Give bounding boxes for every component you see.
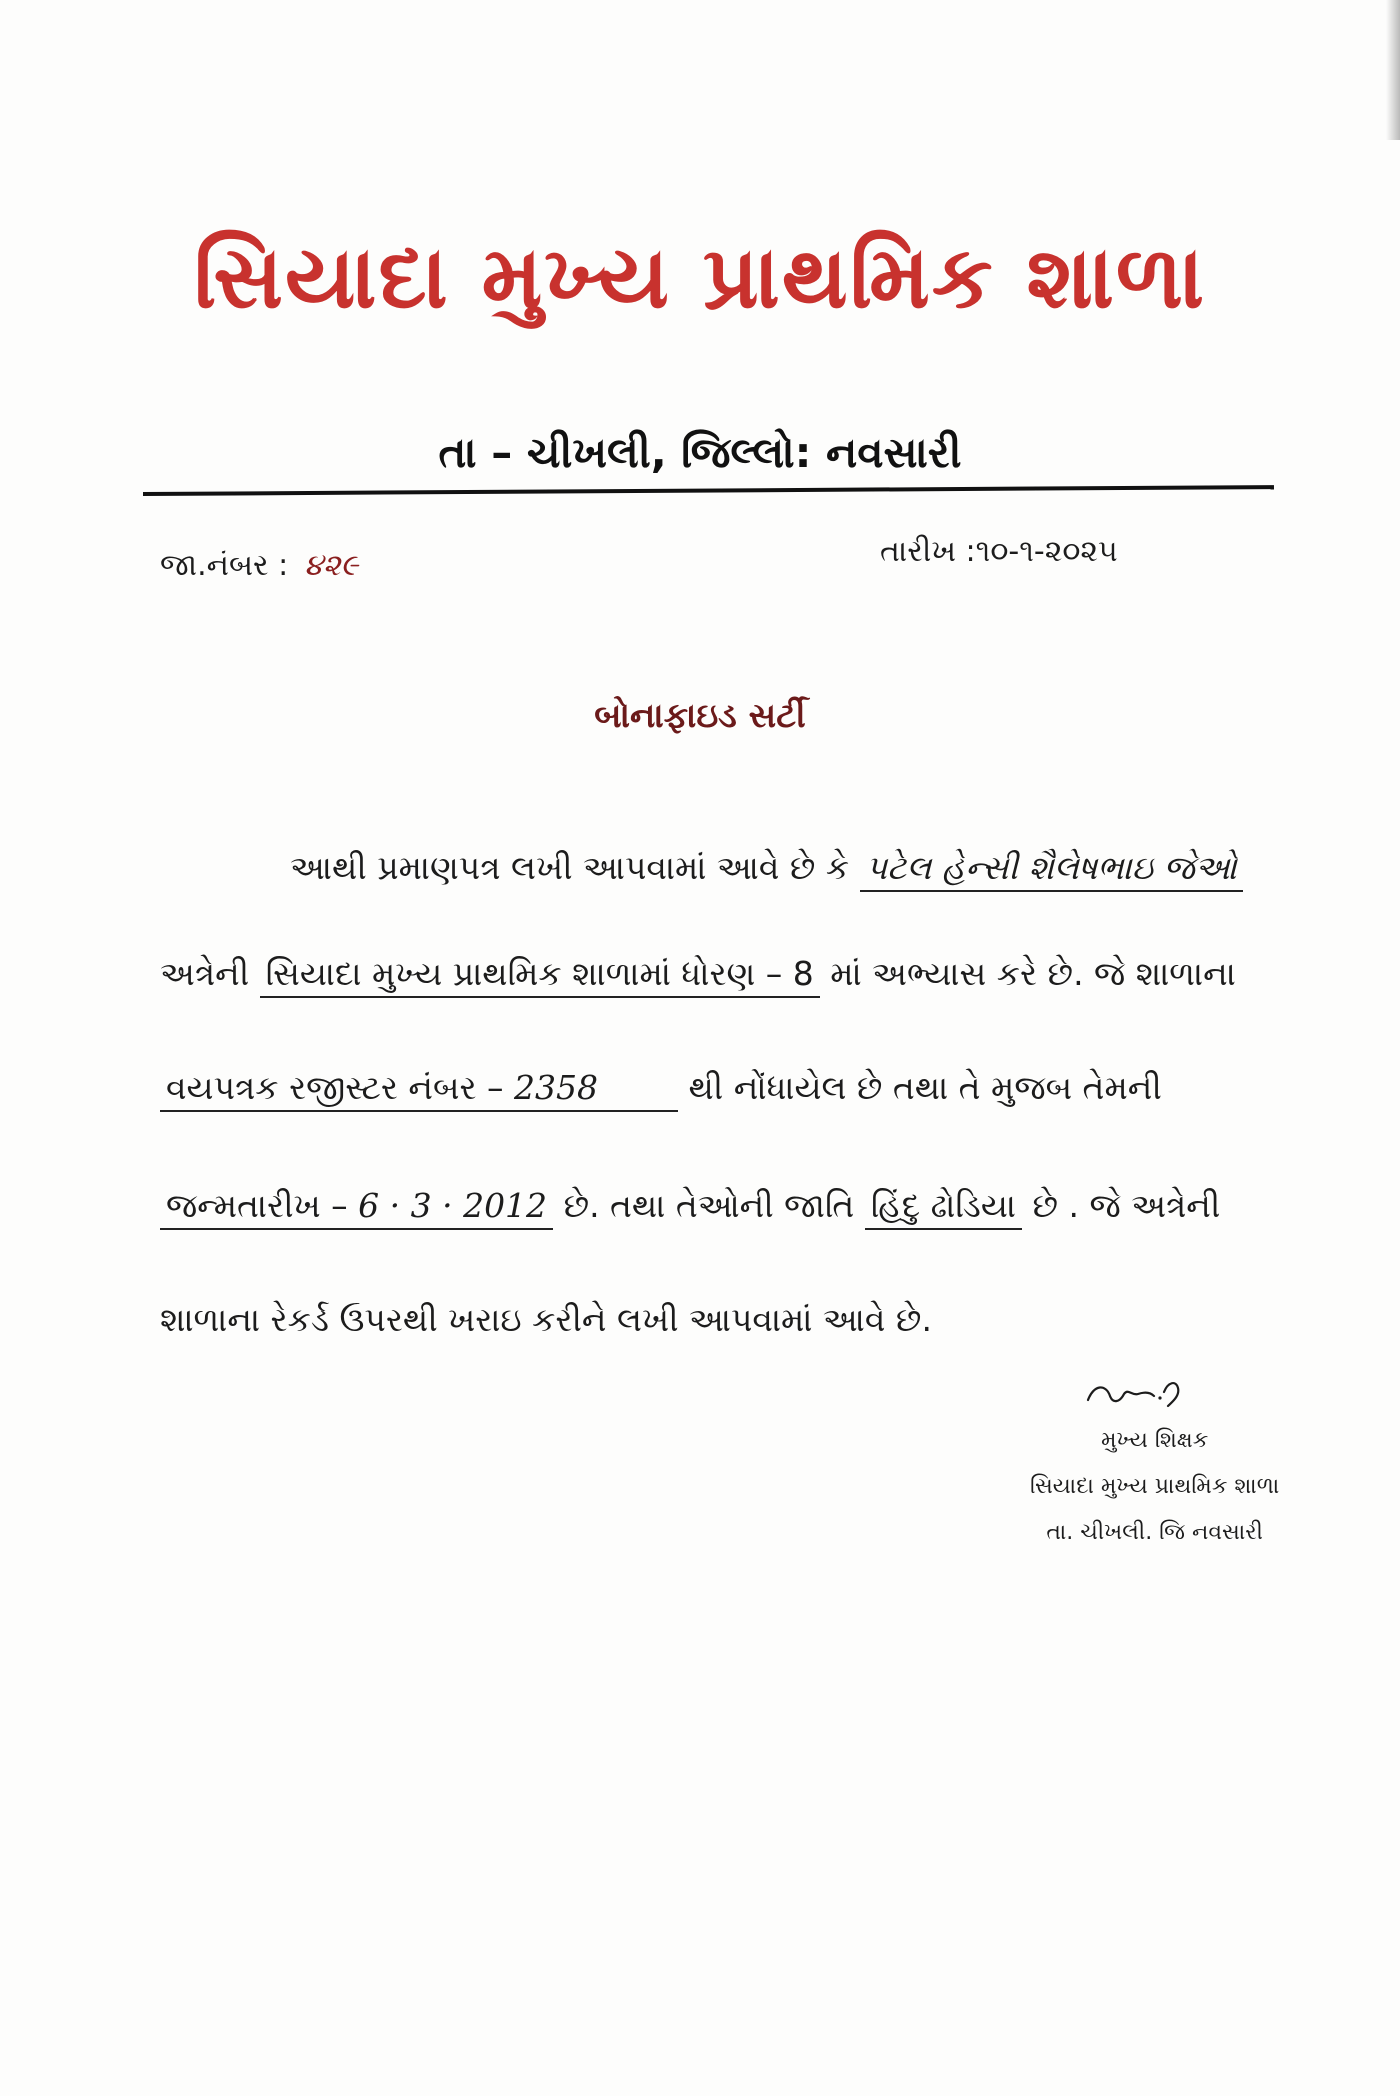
body-line-5 xyxy=(160,1300,932,1340)
principal-signature xyxy=(1080,1362,1200,1422)
birthdate-value: 6 · 3 · 2012 xyxy=(358,1186,548,1225)
school-address: તા – ચીખલી, જિલ્લો: નવસારી xyxy=(438,428,962,477)
line2-suffix: માં અભ્યાસ કરે છે. જે શાળાના xyxy=(830,954,1236,993)
school-and-class: સિયાદા મુખ્ય પ્રાથમિક શાળામાં ધોરણ – 8 xyxy=(260,954,820,998)
line2-prefix: અત્રેની xyxy=(160,954,250,993)
birthdate-field xyxy=(160,1186,553,1230)
birthdate-label: જન્મતારીખ – xyxy=(166,1186,348,1225)
stamp-line-1: મુખ્ય શિક્ષક xyxy=(1100,1428,1209,1453)
register-field xyxy=(160,1068,678,1112)
issue-date: તારીખ :૧૦-૧-૨૦૨૫ xyxy=(880,534,1118,569)
header-divider xyxy=(143,485,1274,496)
page-edge-shadow xyxy=(1386,0,1400,140)
line3-suffix: થી નોંધાયેલ છે તથા તે મુજબ તેમની xyxy=(688,1068,1162,1107)
reference-value: ૪૨૯ xyxy=(304,548,359,583)
line1-prefix: આથી પ્રમાણપત્ર લખી આપવામાં આવે છે કે xyxy=(290,848,850,887)
stamp-line-3: તા. ચીખલી. જિ નવસારી xyxy=(1046,1520,1263,1545)
caste-value: હિંદુ ઢોડિયા xyxy=(865,1186,1022,1230)
body-line-2 xyxy=(160,954,1236,998)
body-line-4 xyxy=(160,1186,1220,1230)
reference-number xyxy=(160,548,358,583)
stamp-line-2: સિયાદા મુખ્ય પ્રાથમિક શાળા xyxy=(1030,1474,1280,1499)
reference-label: જા.નંબર : xyxy=(160,548,289,583)
line4-suffix: છે . જે અત્રેની xyxy=(1032,1186,1221,1225)
certificate-heading: બોનાફાઇડ સર્ટી xyxy=(594,696,806,736)
principal-stamp xyxy=(1030,1418,1279,1556)
body-line-1 xyxy=(290,848,1243,892)
student-name: પટેલ હેન્સી શૈલેષભાઇ જેઓ xyxy=(860,848,1243,892)
register-label: વયપત્રક રજીસ્ટર નંબર – xyxy=(166,1068,504,1107)
line5-text: શાળાના રેકર્ડ ઉપરથી ખરાઇ કરીને લખી આપવામાં આવે છે. xyxy=(160,1300,932,1339)
register-number: 2358 xyxy=(514,1068,598,1107)
body-line-3 xyxy=(160,1068,1162,1112)
line4-mid: છે. તથા તેઓની જાતિ xyxy=(563,1186,855,1225)
school-title: સિયાદા મુખ્ય પ્રાથમિક શાળા xyxy=(193,228,1207,328)
